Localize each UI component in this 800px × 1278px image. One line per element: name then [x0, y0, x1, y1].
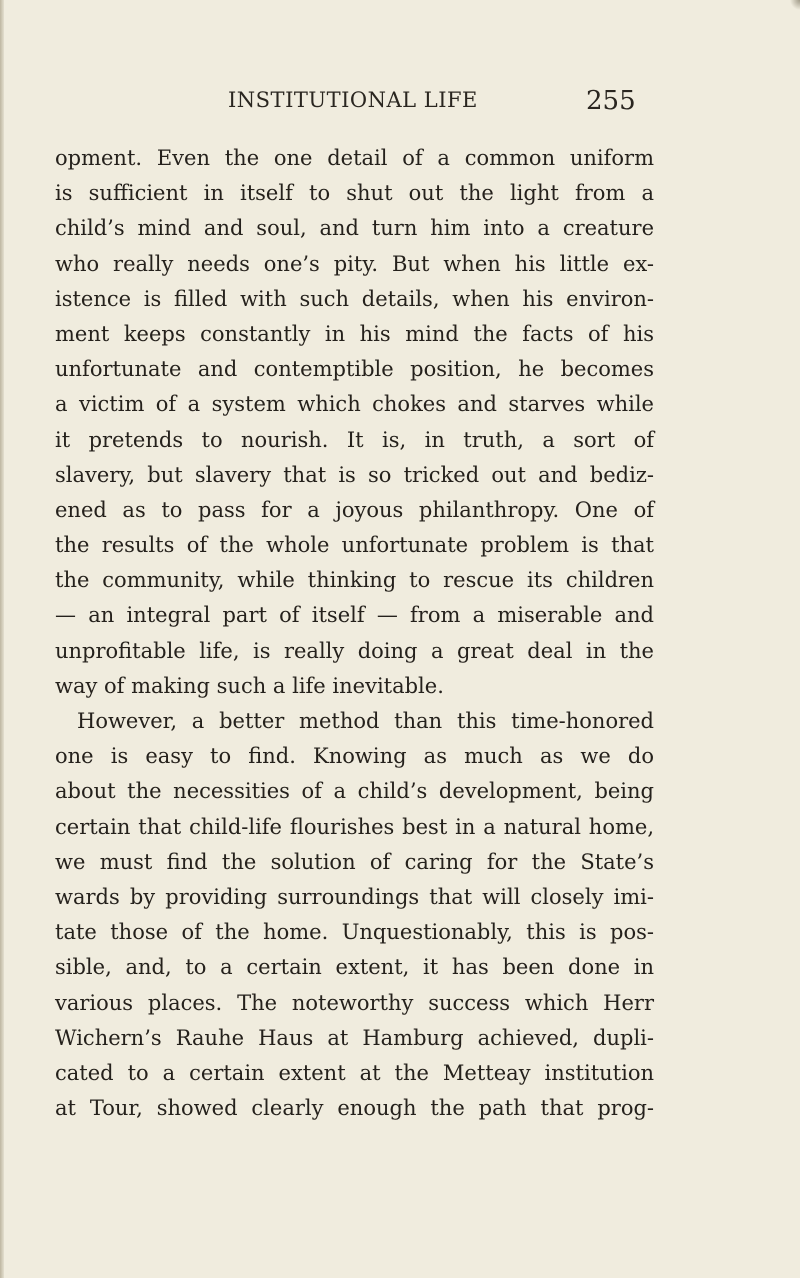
text-line: — an integral part of itself — from a miserable and [55, 603, 654, 628]
text-line: about the necessities of a child’s development, being [55, 779, 654, 804]
text-line: the results of the whole unfortunate problem is that [55, 533, 654, 558]
running-head [0, 88, 800, 128]
text-line: sible, and, to a certain extent, it has been done in [55, 955, 654, 980]
text-line: it pretends to nourish. It is, in truth, a sort of [55, 427, 654, 452]
text-line: is sufficient in itself to shut out the light from a [55, 181, 654, 206]
paragraph-2 [55, 704, 654, 1126]
text-line: istence is filled with such details, when his environ- [55, 286, 654, 311]
text-line: tate those of the home. Unquestionably, this is pos- [55, 920, 654, 945]
text-line: However, a better method than this time-honored [77, 709, 654, 733]
text-line: various places. The noteworthy success which Herr [55, 990, 654, 1015]
text-line: ened as to pass for a joyous philanthropy. One of [55, 497, 654, 522]
text-line: certain that child-life flourishes best in a natural home, [55, 814, 654, 839]
text-line: unprofitable life, is really doing a great deal in the [55, 638, 654, 663]
text-line: wards by providing surroundings that will closely imi- [55, 884, 654, 909]
text-line: a victim of a system which chokes and starves while [55, 392, 654, 417]
text-line: we must find the solution of caring for the State’s [55, 849, 654, 874]
text-line: unfortunate and contemptible position, he becomes [55, 357, 654, 382]
text-line: way of making such a life inevitable. [55, 673, 444, 698]
text-line: who really needs one’s pity. But when his little ex- [55, 251, 654, 276]
text-line: opment. Even the one detail of a common uniform [55, 146, 654, 170]
paragraph-1 [55, 141, 654, 704]
text-line: child’s mind and soul, and turn him into a creature [55, 216, 654, 241]
text-line: Wichern’s Rauhe Haus at Hamburg achieved, dupli- [55, 1025, 654, 1050]
text-line: slavery, but slavery that is so tricked out and bediz- [55, 462, 654, 487]
body-text [55, 141, 654, 1126]
text-line: ment keeps constantly in his mind the facts of his [55, 321, 654, 346]
running-title: INSTITUTIONAL LIFE [228, 88, 478, 112]
text-line: at Tour, showed clearly enough the path that prog- [55, 1096, 654, 1121]
text-line: cated to a certain extent at the Metteay institution [55, 1060, 654, 1085]
text-line: one is easy to find. Knowing as much as we do [55, 744, 654, 769]
text-line: the community, while thinking to rescue its children [55, 568, 654, 593]
page-number: 255 [586, 86, 636, 116]
page-corner-shadow [790, 0, 800, 10]
page-gutter-edge [0, 0, 4, 1278]
